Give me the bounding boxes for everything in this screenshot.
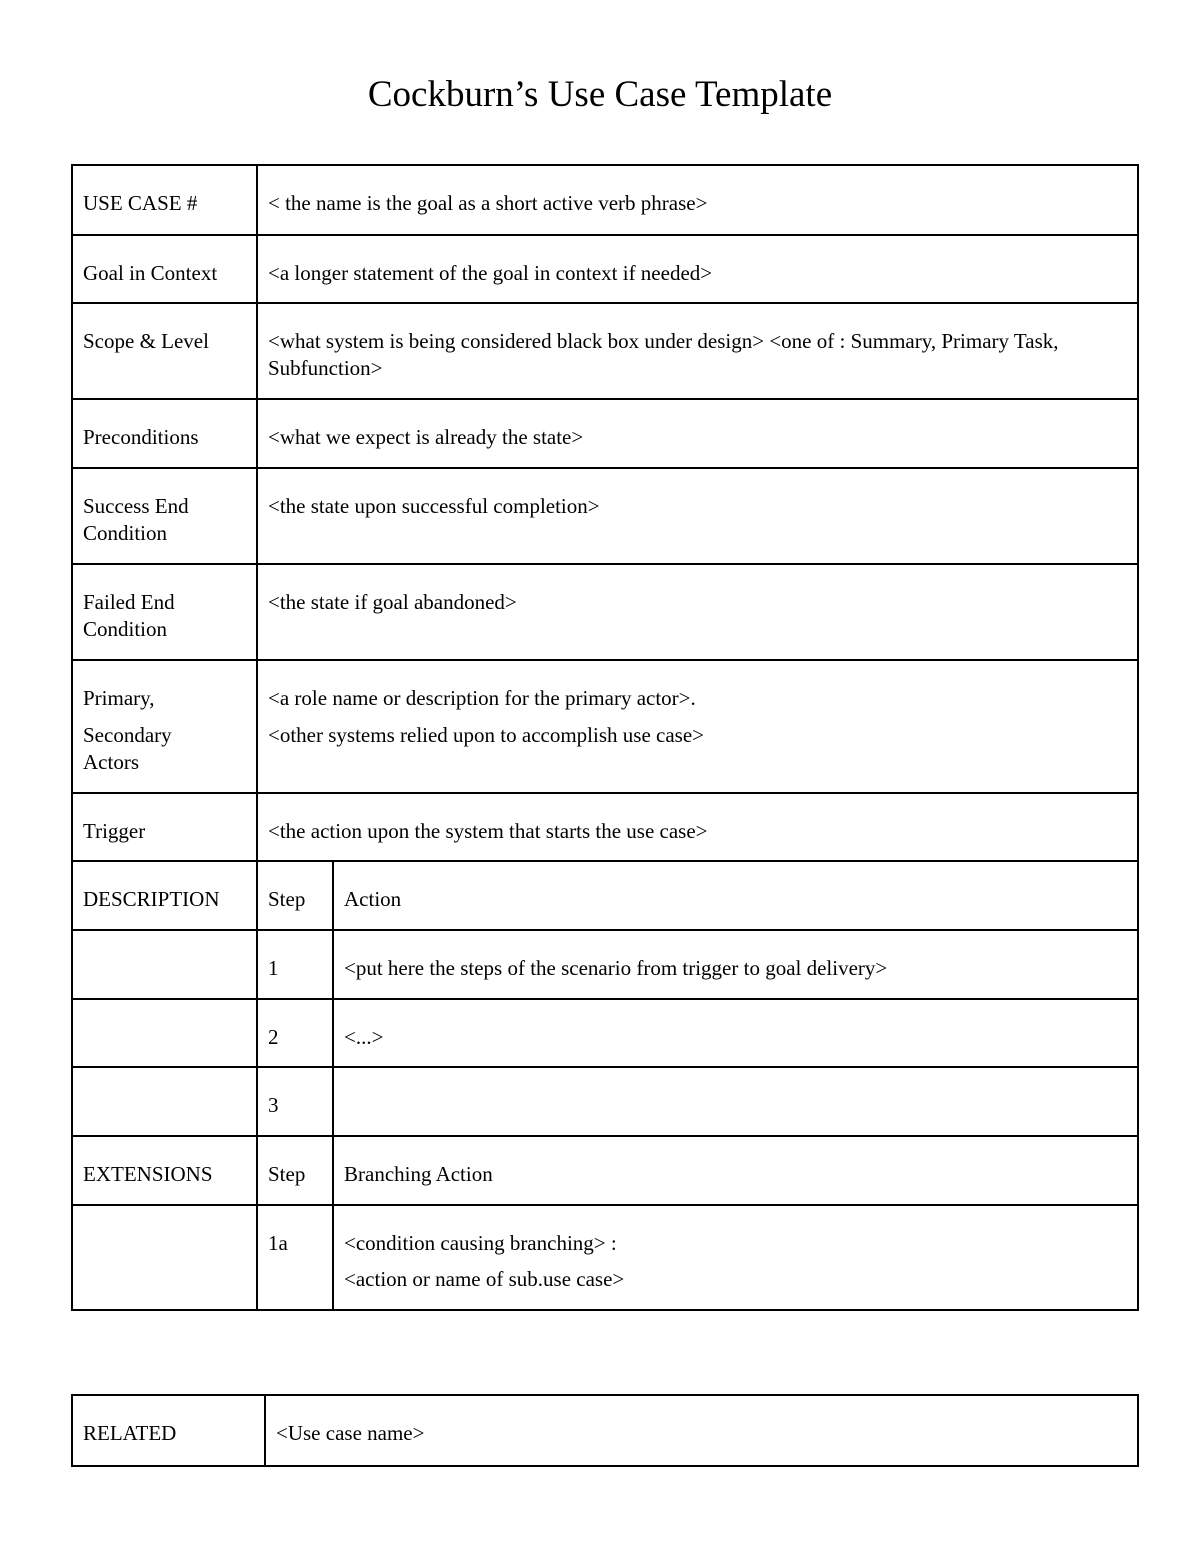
row-label: Scope & Level <box>72 303 257 399</box>
row-label: Goal in Context <box>72 235 257 303</box>
value-line: <other systems relied upon to accomplish use case> <box>268 723 704 747</box>
empty-cell <box>72 1067 257 1136</box>
branching-action-header: Branching Action <box>333 1136 1138 1205</box>
action-header: Action <box>333 861 1138 930</box>
label-line: Condition <box>83 617 168 641</box>
row-value <box>257 660 1138 793</box>
table-row <box>72 165 1138 235</box>
step-action: <put here the steps of the scenario from trigger to goal delivery> <box>333 930 1138 999</box>
extensions-header-row <box>72 1136 1138 1205</box>
row-label <box>72 564 257 660</box>
value-line: <a role name or description for the primary actor>. <box>268 686 696 710</box>
row-value: <the state upon successful completion> <box>257 468 1138 564</box>
related-table <box>71 1394 1139 1467</box>
description-step-row <box>72 999 1138 1067</box>
label-line: Primary, <box>83 686 155 710</box>
row-value: <the state if goal abandoned> <box>257 564 1138 660</box>
empty-cell <box>72 1205 257 1310</box>
step-number: 2 <box>257 999 333 1067</box>
description-label: DESCRIPTION <box>72 861 257 930</box>
label-line: Condition <box>83 521 168 545</box>
related-label: RELATED <box>72 1395 265 1466</box>
row-label <box>72 660 257 793</box>
row-label <box>72 468 257 564</box>
extensions-step-row <box>72 1205 1138 1310</box>
row-label: Preconditions <box>72 399 257 468</box>
page-title: Cockburn’s Use Case Template <box>367 74 833 115</box>
row-value: <what system is being considered black box under design> <one of : Summary, Primary Task, Subfunction> <box>257 303 1138 399</box>
row-label: Trigger <box>72 793 257 861</box>
table-row <box>72 660 1138 793</box>
row-value: < the name is the goal as a short active verb phrase> <box>257 165 1138 235</box>
use-case-table <box>71 164 1139 1311</box>
table-row <box>72 303 1138 399</box>
branching-action <box>333 1205 1138 1310</box>
step-number: 1a <box>257 1205 333 1310</box>
label-line: Secondary <box>83 723 172 747</box>
label-line: Success End <box>83 494 189 518</box>
table-row <box>72 235 1138 303</box>
description-header-row <box>72 861 1138 930</box>
value-line: <condition causing branching> : <box>344 1231 617 1255</box>
description-step-row <box>72 1067 1138 1136</box>
related-value: <Use case name> <box>265 1395 1138 1466</box>
extensions-label: EXTENSIONS <box>72 1136 257 1205</box>
table-row <box>72 468 1138 564</box>
table-row <box>72 399 1138 468</box>
step-number: 3 <box>257 1067 333 1136</box>
row-value: <a longer statement of the goal in context if needed> <box>257 235 1138 303</box>
row-value: <what we expect is already the state> <box>257 399 1138 468</box>
table-row <box>72 564 1138 660</box>
step-action: <...> <box>333 999 1138 1067</box>
row-label: USE CASE # <box>72 165 257 235</box>
step-action <box>333 1067 1138 1136</box>
related-row <box>72 1395 1138 1466</box>
label-line: Failed End <box>83 590 175 614</box>
step-header: Step <box>257 861 333 930</box>
table-row <box>72 793 1138 861</box>
value-line: <action or name of sub.use case> <box>344 1267 625 1291</box>
description-step-row <box>72 930 1138 999</box>
empty-cell <box>72 930 257 999</box>
label-line: Actors <box>83 750 139 774</box>
step-header: Step <box>257 1136 333 1205</box>
step-number: 1 <box>257 930 333 999</box>
empty-cell <box>72 999 257 1067</box>
row-value: <the action upon the system that starts the use case> <box>257 793 1138 861</box>
